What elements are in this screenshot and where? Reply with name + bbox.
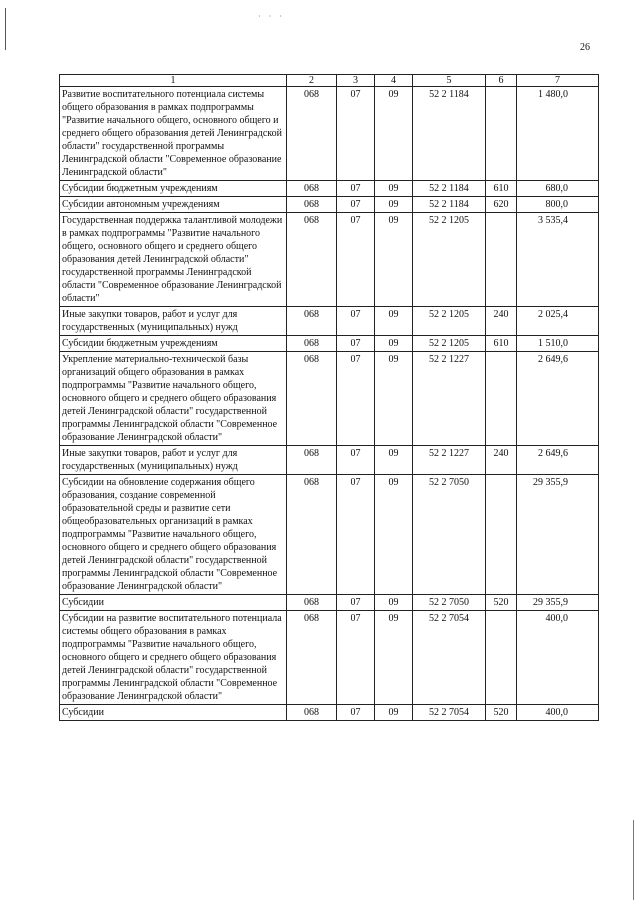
cell-target-article: 52 2 1184 — [413, 181, 486, 197]
cell-amount: 29 355,9 — [517, 595, 599, 611]
cell-section: 07 — [337, 611, 375, 705]
cell-subsection: 09 — [375, 446, 413, 475]
table-row — [60, 595, 599, 611]
cell-section: 07 — [337, 446, 375, 475]
cell-subsection: 09 — [375, 307, 413, 336]
cell-subsection: 09 — [375, 213, 413, 307]
scan-noise-mark: · · · — [258, 12, 285, 21]
row-description: Субсидии бюджетным учреждениям — [60, 336, 287, 352]
cell-expense-type — [486, 352, 517, 446]
header-cell: 4 — [375, 75, 413, 87]
cell-code: 068 — [287, 307, 337, 336]
cell-code: 068 — [287, 475, 337, 595]
cell-section: 07 — [337, 307, 375, 336]
table-row — [60, 446, 599, 475]
row-description: Укрепление материально-технической базы организаций общего образования в рамках подпрограммы "Развитие начального общего, основного общего и среднего общего образования детей Ленинградской области" государственной программы Ленинградской области "Современное образование Ленинградской области" — [60, 352, 287, 446]
cell-subsection: 09 — [375, 181, 413, 197]
header-cell: 7 — [517, 75, 599, 87]
cell-target-article: 52 2 1184 — [413, 197, 486, 213]
cell-target-article: 52 2 1205 — [413, 307, 486, 336]
table-row — [60, 352, 599, 446]
cell-amount: 2 649,6 — [517, 446, 599, 475]
cell-amount: 2 649,6 — [517, 352, 599, 446]
cell-expense-type — [486, 475, 517, 595]
cell-subsection: 09 — [375, 87, 413, 181]
cell-amount: 1 480,0 — [517, 87, 599, 181]
header-cell: 1 — [60, 75, 287, 87]
header-cell: 3 — [337, 75, 375, 87]
cell-expense-type — [486, 213, 517, 307]
cell-section: 07 — [337, 352, 375, 446]
cell-amount: 800,0 — [517, 197, 599, 213]
cell-section: 07 — [337, 595, 375, 611]
cell-subsection: 09 — [375, 595, 413, 611]
page-number: 26 — [580, 42, 590, 53]
cell-subsection: 09 — [375, 336, 413, 352]
row-description: Субсидии — [60, 595, 287, 611]
cell-expense-type: 520 — [486, 705, 517, 721]
table-row — [60, 611, 599, 705]
cell-code: 068 — [287, 595, 337, 611]
cell-code: 068 — [287, 181, 337, 197]
row-description: Иные закупки товаров, работ и услуг для государственных (муниципальных) нужд — [60, 446, 287, 475]
cell-amount: 3 535,4 — [517, 213, 599, 307]
cell-target-article: 52 2 1227 — [413, 446, 486, 475]
cell-target-article: 52 2 1184 — [413, 87, 486, 181]
cell-section: 07 — [337, 475, 375, 595]
cell-code: 068 — [287, 336, 337, 352]
cell-code: 068 — [287, 352, 337, 446]
cell-target-article: 52 2 7050 — [413, 475, 486, 595]
scan-edge-mark — [5, 8, 6, 50]
cell-expense-type: 520 — [486, 595, 517, 611]
table-row — [60, 87, 599, 181]
cell-expense-type — [486, 87, 517, 181]
cell-section: 07 — [337, 197, 375, 213]
cell-expense-type: 240 — [486, 446, 517, 475]
cell-subsection: 09 — [375, 352, 413, 446]
table-row — [60, 307, 599, 336]
cell-expense-type — [486, 611, 517, 705]
row-description: Субсидии бюджетным учреждениям — [60, 181, 287, 197]
cell-section: 07 — [337, 705, 375, 721]
row-description: Субсидии на развитие воспитательного потенциала системы общего образования в рамках подпрограммы "Развитие начального общего, основного общего и среднего общего образования детей Ленинградской области" государственной программы Ленинградской области "Современное образование Ленинградской области" — [60, 611, 287, 705]
cell-target-article: 52 2 1227 — [413, 352, 486, 446]
table-row — [60, 475, 599, 595]
header-cell: 6 — [486, 75, 517, 87]
cell-code: 068 — [287, 197, 337, 213]
cell-expense-type: 240 — [486, 307, 517, 336]
cell-section: 07 — [337, 213, 375, 307]
table-row — [60, 197, 599, 213]
cell-expense-type: 610 — [486, 336, 517, 352]
header-cell: 5 — [413, 75, 486, 87]
cell-code: 068 — [287, 611, 337, 705]
row-description: Иные закупки товаров, работ и услуг для государственных (муниципальных) нужд — [60, 307, 287, 336]
cell-amount: 29 355,9 — [517, 475, 599, 595]
cell-amount: 400,0 — [517, 705, 599, 721]
row-description: Развитие воспитательного потенциала системы общего образования в рамках подпрограммы "Развитие начального общего, основного общего и среднего общего образования детей Ленинградской области" государственной программы Ленинградской области "Современное образование Ленинградской области" — [60, 87, 287, 181]
cell-expense-type: 610 — [486, 181, 517, 197]
row-description: Субсидии на обновление содержания общего образования, создание современной образовательной среды и развитие сети общеобразовательных организаций в рамках подпрограммы "Развитие начального общего, основного общего и среднего общего образования детей Ленинградской области" государственной программы Ленинградской области "Современное образование Ленинградской области" — [60, 475, 287, 595]
table-header-row — [60, 75, 599, 87]
cell-code: 068 — [287, 446, 337, 475]
cell-section: 07 — [337, 336, 375, 352]
row-description: Государственная поддержка талантливой молодежи в рамках подпрограммы "Развитие начального общего, основного общего и среднего общего образования детей Ленинградской области" государственной программы Ленинградской области "Современное образование Ленинградской области" — [60, 213, 287, 307]
scan-edge-mark-right — [633, 820, 634, 900]
cell-code: 068 — [287, 87, 337, 181]
cell-subsection: 09 — [375, 705, 413, 721]
cell-subsection: 09 — [375, 611, 413, 705]
cell-target-article: 52 2 1205 — [413, 213, 486, 307]
header-cell: 2 — [287, 75, 337, 87]
cell-target-article: 52 2 1205 — [413, 336, 486, 352]
cell-code: 068 — [287, 213, 337, 307]
budget-table — [59, 74, 599, 721]
row-description: Субсидии автономным учреждениям — [60, 197, 287, 213]
cell-section: 07 — [337, 181, 375, 197]
table-row — [60, 705, 599, 721]
cell-target-article: 52 2 7050 — [413, 595, 486, 611]
cell-section: 07 — [337, 87, 375, 181]
cell-amount: 400,0 — [517, 611, 599, 705]
cell-target-article: 52 2 7054 — [413, 611, 486, 705]
row-description: Субсидии — [60, 705, 287, 721]
cell-amount: 2 025,4 — [517, 307, 599, 336]
cell-expense-type: 620 — [486, 197, 517, 213]
cell-amount: 680,0 — [517, 181, 599, 197]
cell-subsection: 09 — [375, 475, 413, 595]
cell-subsection: 09 — [375, 197, 413, 213]
table-row — [60, 181, 599, 197]
table-row — [60, 213, 599, 307]
cell-target-article: 52 2 7054 — [413, 705, 486, 721]
cell-code: 068 — [287, 705, 337, 721]
table-row — [60, 336, 599, 352]
cell-amount: 1 510,0 — [517, 336, 599, 352]
